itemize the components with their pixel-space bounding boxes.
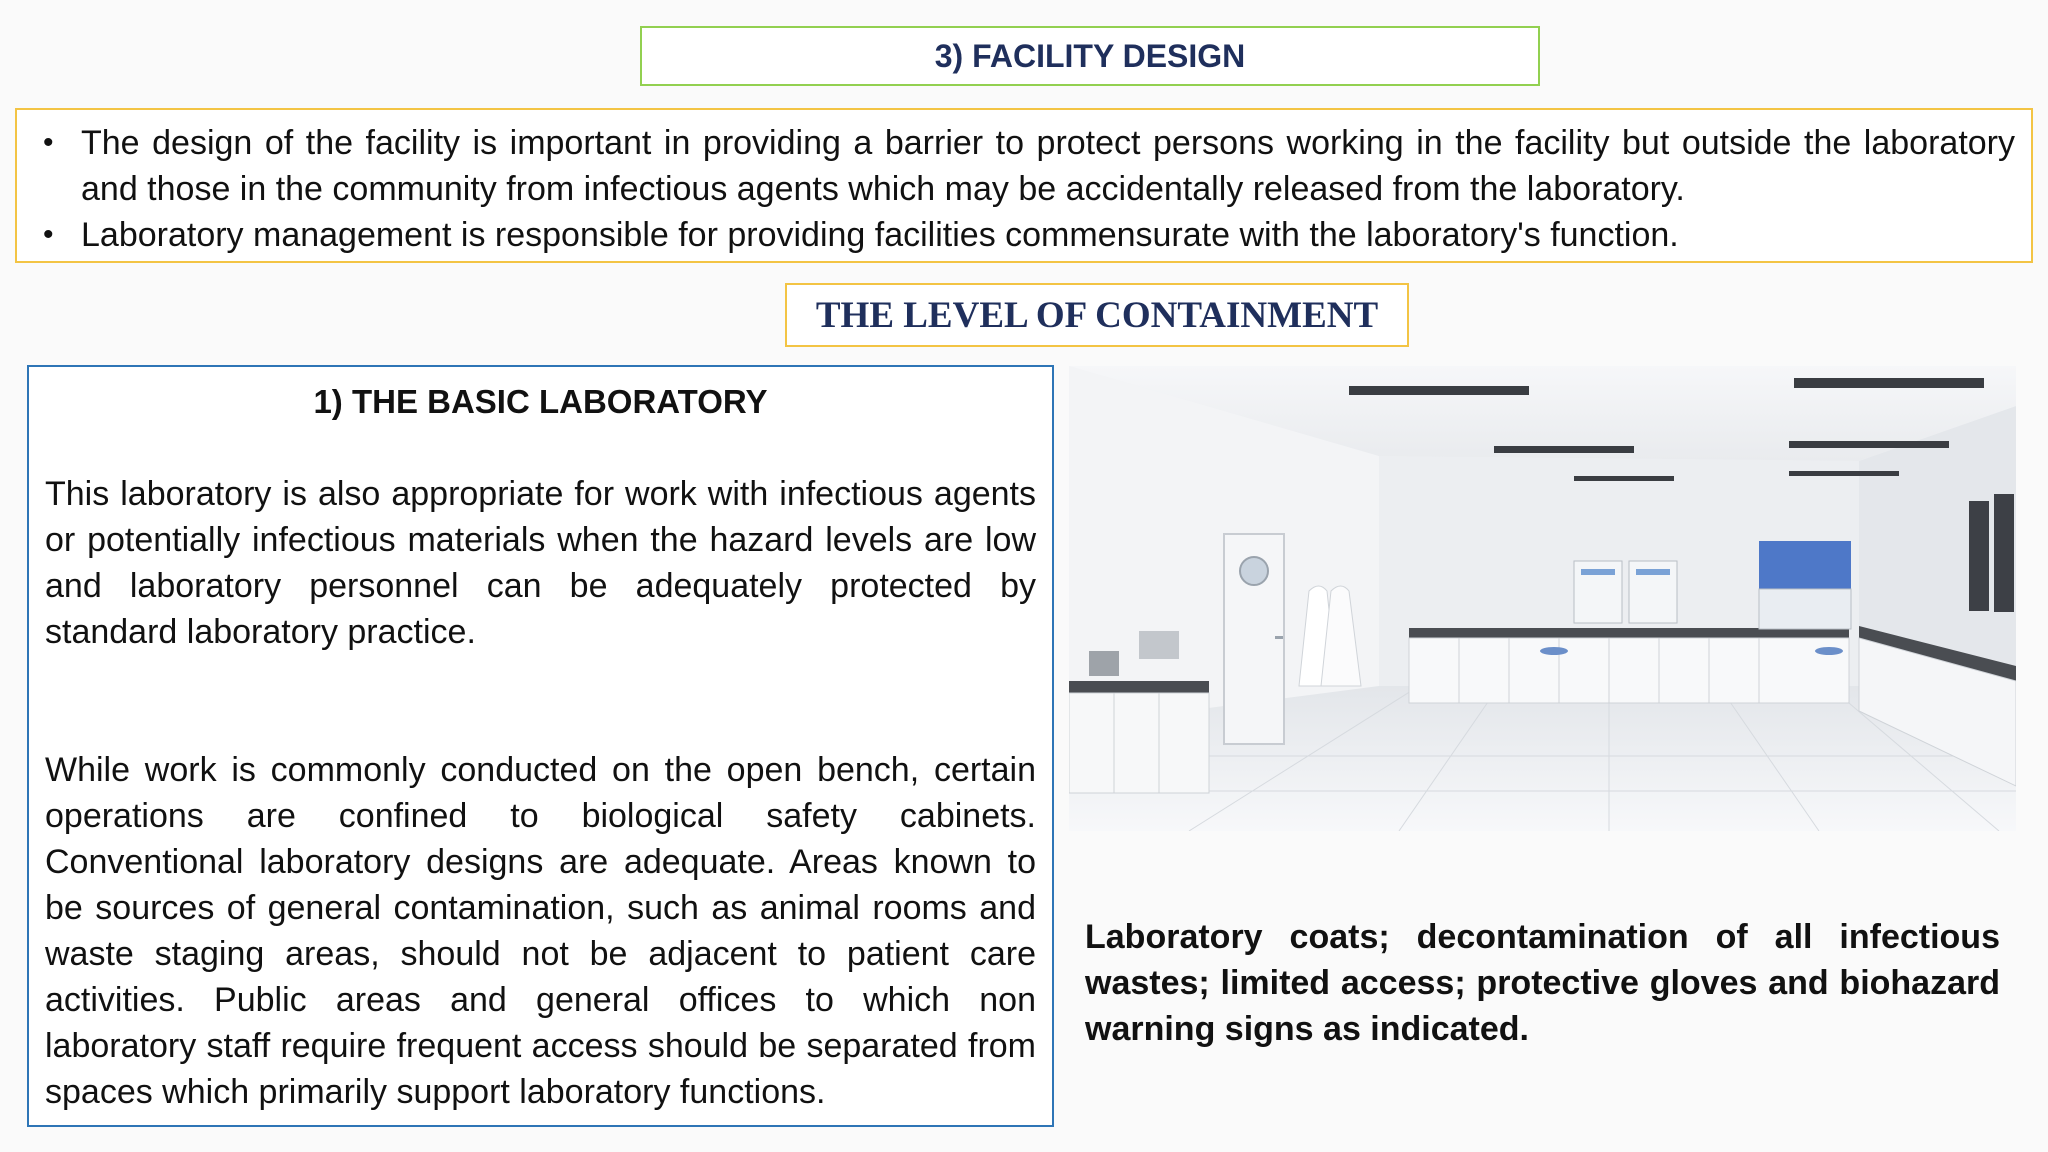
section-title (785, 283, 1409, 347)
laboratory-illustration (1069, 366, 2016, 831)
containment-requirements-note: Laboratory coats; decontamination of all infectious wastes; limited access; protective gloves and biohazard warning signs as indicated. (1085, 918, 2000, 1048)
intro-bullet: • The design of the facility is important in providing a barrier to protect persons working in the facility but outside the laboratory and those in the community from infectious agents which may be accidentally released from the laboratory. (33, 120, 2015, 212)
intro-box (15, 108, 2033, 263)
slide-title (640, 26, 1540, 86)
basic-laboratory-box (27, 365, 1054, 1127)
basic-laboratory-title: 1) THE BASIC LABORATORY (313, 383, 768, 420)
basic-laboratory-paragraph: This laboratory is also appropriate for work with infectious agents or potentially infectious materials when the hazard levels are low and laboratory personnel can be adequately protected by standard laboratory practice. (45, 475, 1036, 651)
slide-title-text: 3) FACILITY DESIGN (934, 37, 1246, 74)
laboratory-photo (1069, 366, 2016, 831)
basic-laboratory-paragraph: While work is commonly conducted on the open bench, certain operations are confined to biological safety cabinets. Conventional laboratory designs are adequate. Areas known to be sources of general contamination, such as animal rooms and waste staging areas, should not be adjacent to patient care activities. Public areas and general offices to which non laboratory staff require frequent access should be separated from spaces which primarily support laboratory functions. (45, 751, 1036, 1111)
intro-bullet-list (33, 120, 2015, 258)
intro-bullet: • Laboratory management is responsible for providing facilities commensurate with the laboratory's function. (33, 212, 2015, 258)
section-title-text: THE LEVEL OF CONTAINMENT (815, 294, 1379, 336)
